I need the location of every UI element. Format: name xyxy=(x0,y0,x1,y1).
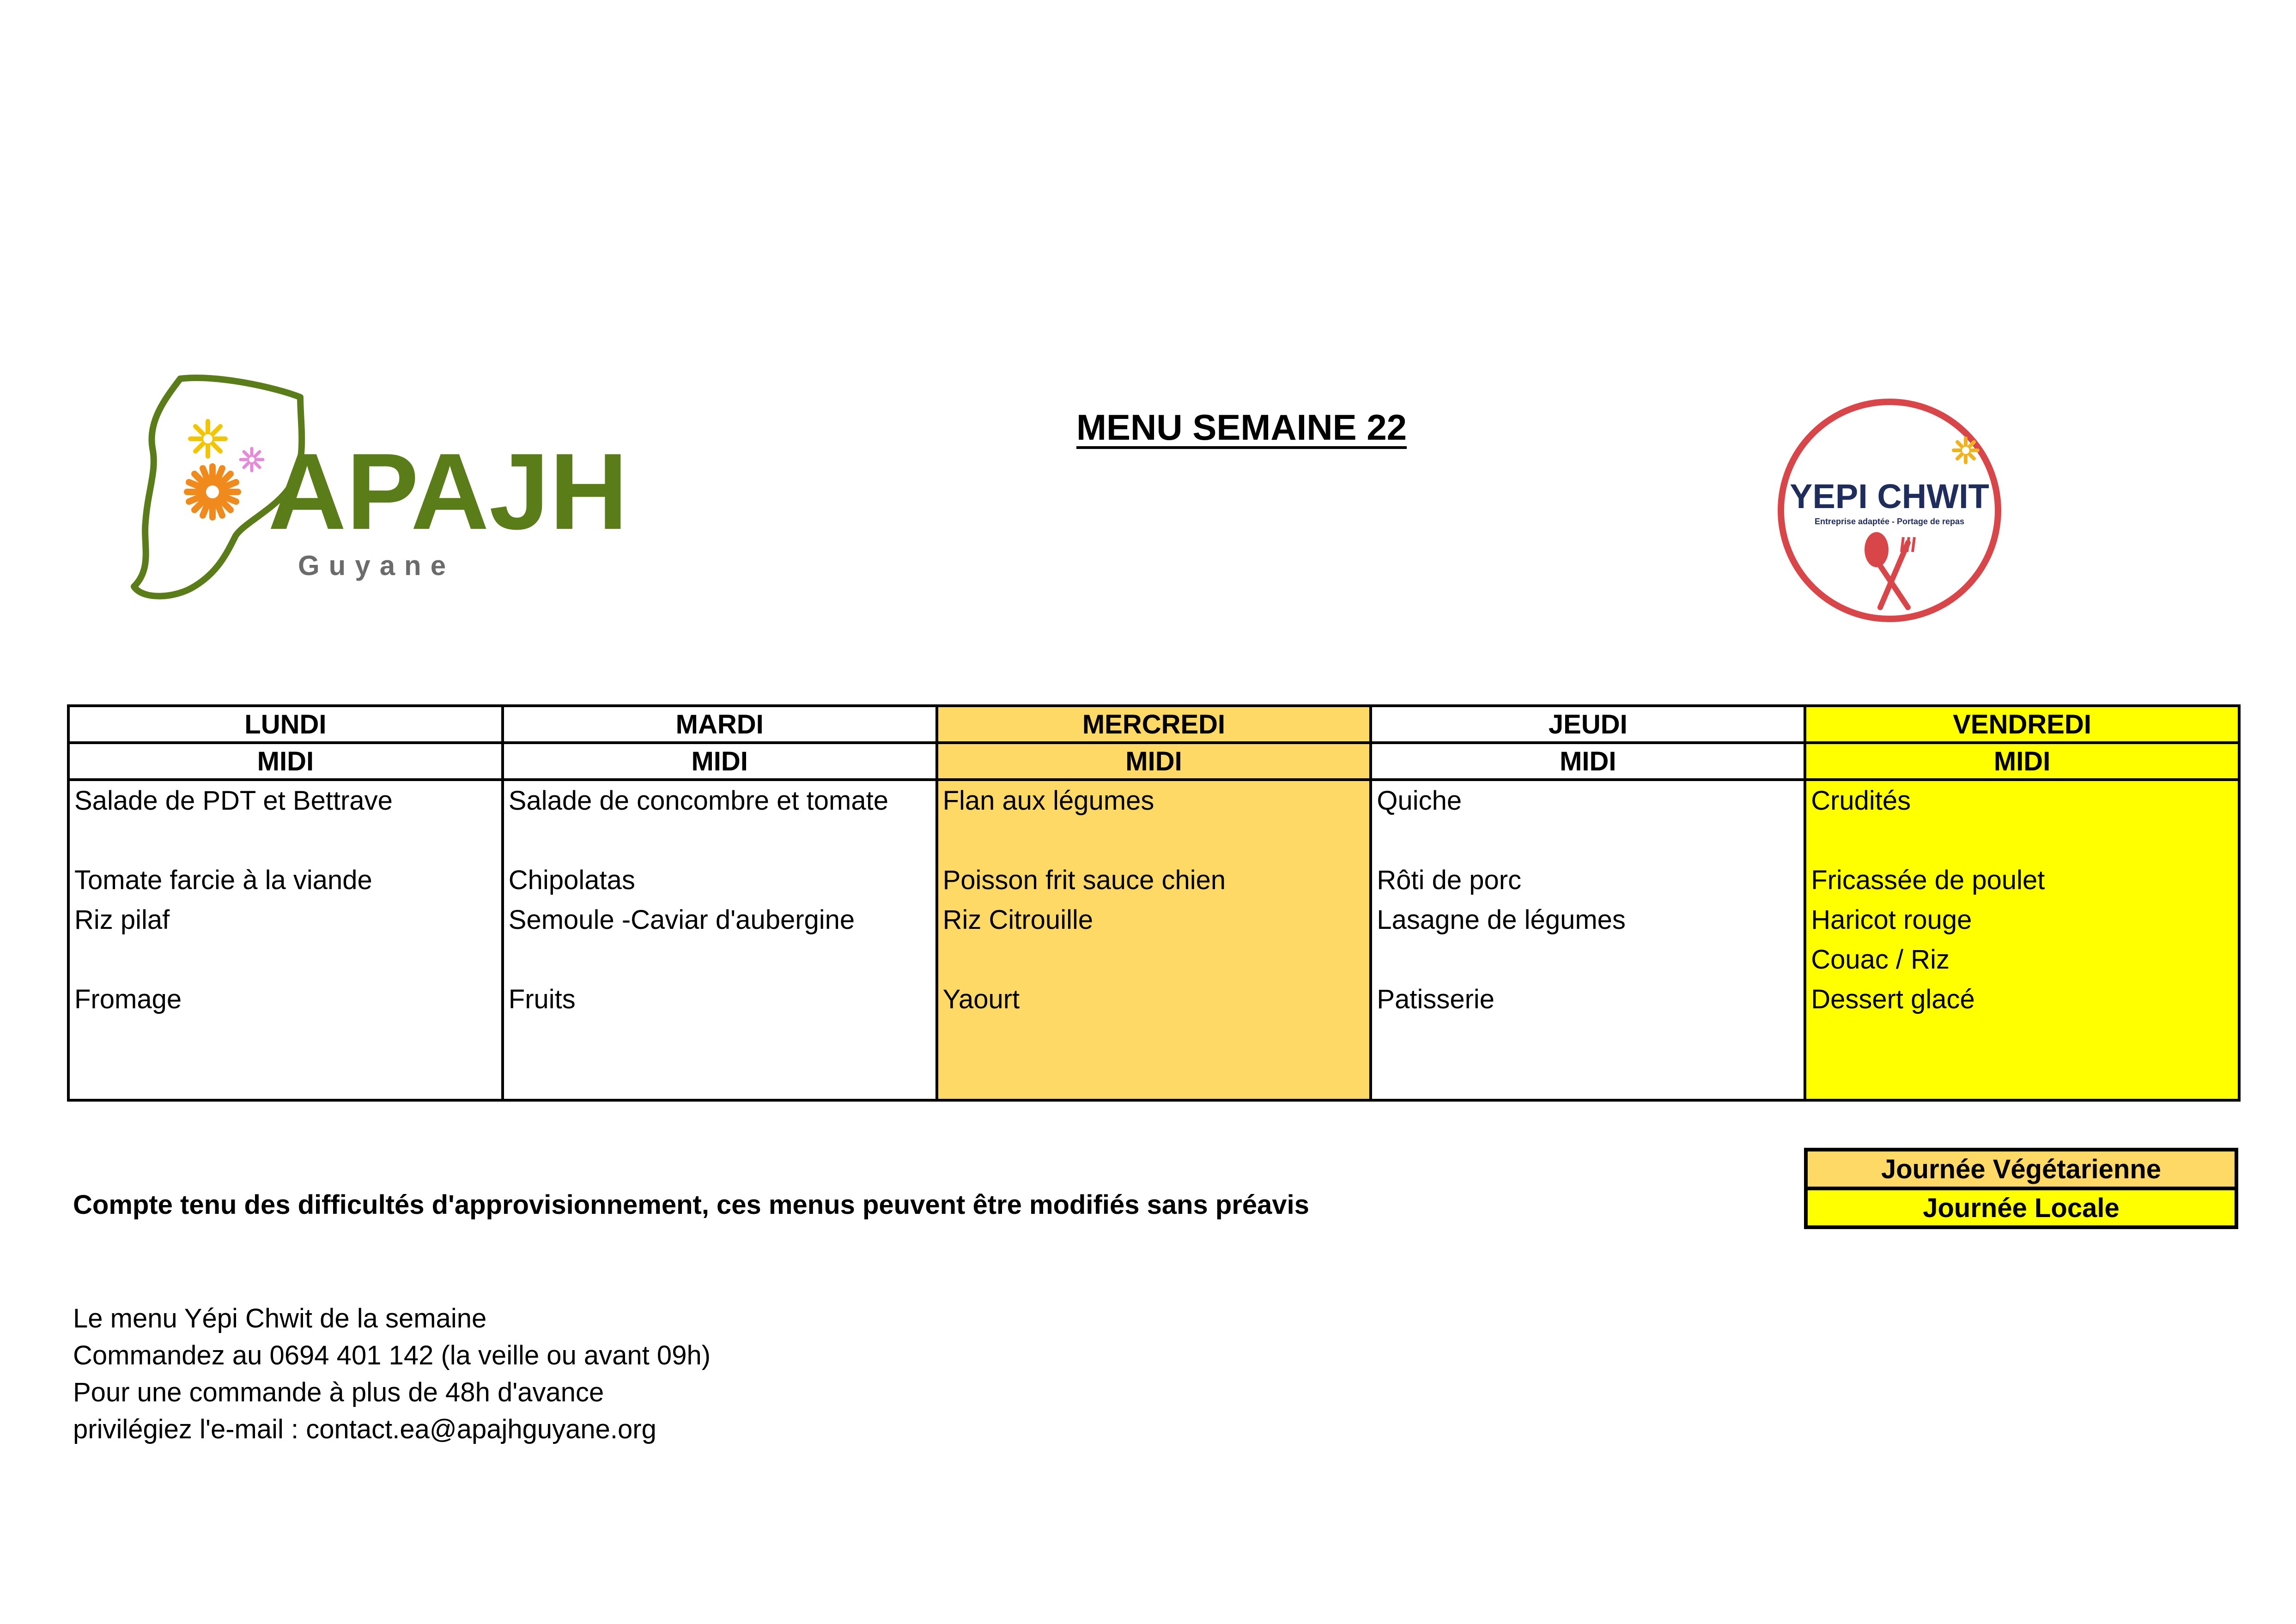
dish-dessert: Fruits xyxy=(508,984,576,1014)
orange-flower-icon xyxy=(187,467,238,517)
yellow-flower-icon xyxy=(190,421,225,456)
menu-table xyxy=(67,704,2241,1102)
dish-extra xyxy=(509,940,931,980)
yepi-chwit-logo xyxy=(1769,390,2010,630)
supply-notice: Compte tenu des difficultés d'approvisionnement, ces menus peuvent être modifiés sans préavis xyxy=(73,1190,1310,1220)
legend xyxy=(1804,1148,2238,1229)
dish-accompagnement: Lasagne de légumes xyxy=(1377,905,1626,935)
dish-accompagnement: Semoule -Caviar d'aubergine xyxy=(508,905,855,935)
meal-header-row xyxy=(68,743,2239,780)
dish-extra xyxy=(943,940,1365,980)
menu-cell-mercredi xyxy=(937,780,1371,1100)
day-header-mercredi: MERCREDI xyxy=(937,706,1371,743)
menu-cell-jeudi xyxy=(1371,780,1805,1100)
yepi-tagline: Entreprise adaptée - Portage de repas xyxy=(1814,517,1965,526)
meal-header-vendredi: MIDI xyxy=(1805,743,2239,780)
dish-plat: Tomate farcie à la viande xyxy=(74,865,372,895)
dish-accompagnement: Haricot rouge xyxy=(1811,905,1972,935)
page-title: MENU SEMAINE 22 xyxy=(1076,407,1407,448)
dish-entree: Flan aux légumes xyxy=(942,786,1154,816)
meal-header-mardi: MIDI xyxy=(503,743,937,780)
dish-entree: Salade de concombre et tomate xyxy=(508,786,888,816)
dish-plat: Fricassée de poulet xyxy=(1811,865,2045,895)
apajh-logo xyxy=(125,370,665,610)
day-header-vendredi: VENDREDI xyxy=(1805,706,2239,743)
menu-cell-mardi xyxy=(503,780,937,1100)
day-header-mardi: MARDI xyxy=(503,706,937,743)
dish-accompagnement: Riz pilaf xyxy=(74,905,170,935)
menu-cell-vendredi xyxy=(1805,780,2239,1100)
dish-entree: Salade de PDT et Bettrave xyxy=(74,786,393,816)
legend-vegetarian: Journée Végétarienne xyxy=(1806,1150,2236,1188)
pink-flower-icon xyxy=(241,448,263,471)
dish-dessert: Yaourt xyxy=(942,984,1020,1014)
dish-dessert: Dessert glacé xyxy=(1811,984,1975,1014)
meal-header-lundi: MIDI xyxy=(68,743,503,780)
dish-extra xyxy=(1377,940,1799,980)
dish-plat: Chipolatas xyxy=(508,865,635,895)
meal-header-mercredi: MIDI xyxy=(937,743,1371,780)
dish-extra xyxy=(74,940,497,980)
dish-plat: Rôti de porc xyxy=(1377,865,1522,895)
yepi-wordmark: YEPI CHWIT xyxy=(1790,477,1989,515)
dish-plat: Poisson frit sauce chien xyxy=(942,865,1226,895)
apajh-subtitle: Guyane xyxy=(298,550,456,581)
meal-header-jeudi: MIDI xyxy=(1371,743,1805,780)
order-info xyxy=(73,1300,711,1448)
dish-extra: Couac / Riz xyxy=(1811,945,1950,975)
dish-entree: Quiche xyxy=(1377,786,1462,816)
order-info-line: Le menu Yépi Chwit de la semaine xyxy=(73,1303,487,1333)
dish-entree: Crudités xyxy=(1811,786,1911,816)
dish-dessert: Patisserie xyxy=(1377,984,1495,1014)
sun-flower-icon xyxy=(1954,438,1978,462)
day-header-row xyxy=(68,706,2239,743)
menu-row xyxy=(68,780,2239,1100)
dish-dessert: Fromage xyxy=(74,984,182,1014)
day-header-jeudi: JEUDI xyxy=(1371,706,1805,743)
dish-accompagnement: Riz Citrouille xyxy=(942,905,1093,935)
order-email-line: privilégiez l'e-mail : contact.ea@apajhguyane.org xyxy=(73,1414,656,1444)
legend-local: Journée Locale xyxy=(1806,1188,2236,1227)
order-info-line: Pour une commande à plus de 48h d'avance xyxy=(73,1377,604,1407)
menu-cell-lundi xyxy=(68,780,503,1100)
order-phone-line: Commandez au 0694 401 142 (la veille ou avant 09h) xyxy=(73,1340,711,1370)
apajh-wordmark: APAJH xyxy=(268,430,628,552)
day-header-lundi: LUNDI xyxy=(68,706,503,743)
